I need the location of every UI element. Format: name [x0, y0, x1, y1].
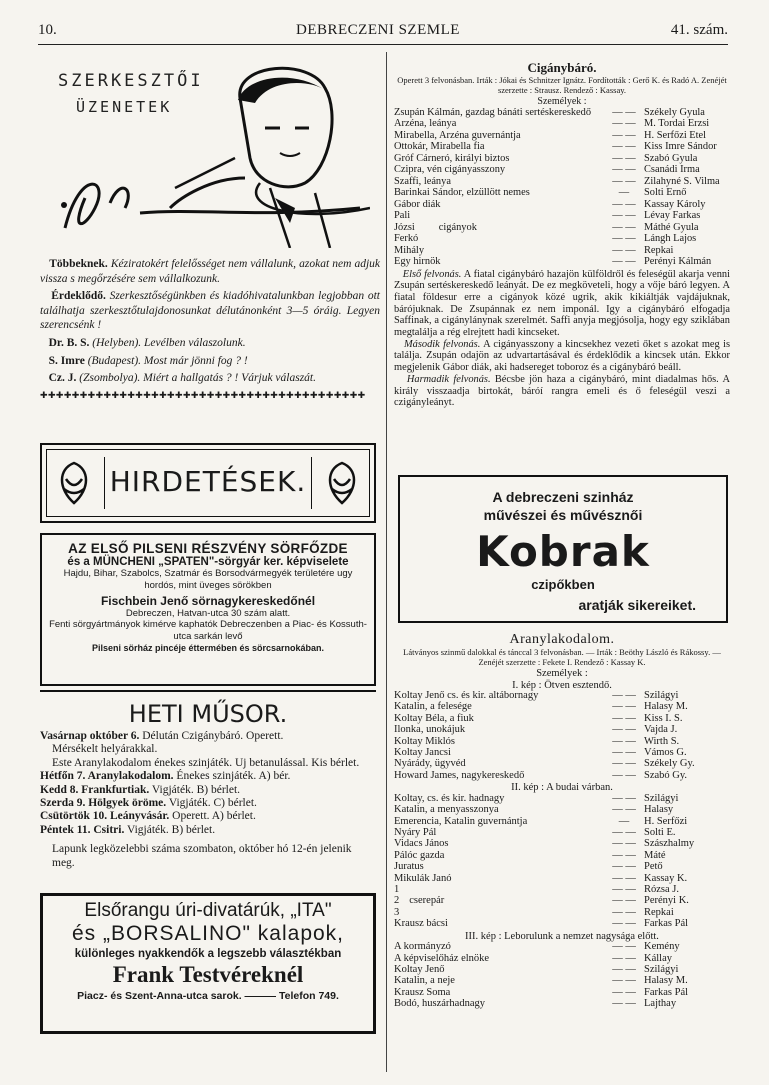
editor-notes-title-1: SZERKESZTŐI [58, 71, 204, 91]
kobrak-ad [398, 475, 728, 623]
cast-row: Krausz bácsi — — Farkas Pál [394, 918, 689, 930]
cast-row: Barinkai Sándor, elzüllött nemes — Solti Ernő [394, 187, 687, 198]
note-text: Kéziratokért felelősséget nem vállalunk, azokat nem adjuk vissza s megőrzésére sem vállalkozunk. [40, 258, 381, 285]
editor-notes-list [40, 257, 380, 401]
cast-row: Bodó, huszárhadnagy — — Lajthay [394, 998, 677, 1010]
cast-row: Vidacs János — — Szászhalmy [394, 838, 695, 850]
note-item [40, 354, 380, 369]
cast-row: Arzéna, leánya — — M. Tordai Erzsi [394, 118, 710, 129]
cast-row: Pálóc gazda — — Máté [394, 849, 666, 861]
cserepar-label: cserepár [409, 895, 445, 907]
cast-row: Ottokár, Mirabella fia — — Kiss Imre Sándor [394, 141, 717, 152]
program-line: Este Aranylakodalom énekes szinjáték. Uj betanulással. Kis bérlet. [52, 756, 360, 769]
cast-row: Katalin, a felesége — — Halasy M. [394, 701, 688, 713]
pilsner-ad-line4: Fischbein Jenő sörnagykereskedőnél [100, 594, 316, 608]
cast-row: Krausz Soma — — Farkas Pál [394, 986, 689, 998]
page-header [38, 22, 728, 42]
cast-row: Mirabella, Arzéna guvernántja — — H. Serfőzi Etel [394, 129, 707, 141]
cast-row: Józsi cigányok — — Máthé Gyula [394, 221, 699, 233]
weekly-program-title: HETI MŰSOR. [128, 700, 288, 728]
ita-ad-line3: különleges nyakkendők a legszebb választékban [74, 948, 342, 960]
note-text: (Zsombolya). Miért a hallgatás ? ! Várjuk válaszát. [79, 372, 316, 385]
cross-divider: ✚✚✚✚✚✚✚✚✚✚✚✚✚✚✚✚✚✚✚✚✚✚✚✚✚✚✚✚✚✚✚✚✚✚✚✚✚✚✚✚✚ [40, 389, 366, 400]
pilsner-ad-line3: Hajdu, Bihar, Szabolcs, Szatmár és Borsodvármegyék területére ugy hordós, mint üveges sörökben [63, 568, 353, 591]
ciganybaro-section [394, 60, 730, 409]
ornament-left-icon [54, 459, 94, 507]
note-item [40, 257, 380, 286]
ciganybaro-cast-table [394, 107, 730, 268]
scene3-title: III. kép : Leborulunk a nemzet nagysága előtt. [465, 930, 659, 942]
pilsner-ad-line1: AZ ELSŐ PILSENI RÉSZVÉNY SÖRFŐZDE [68, 541, 348, 556]
note-text: Szerkesztőségünkben és kiadóhivatalunkban legjobban ott találhatja szerkesztőtulajdonosunkat délutánonként 3—5 óráig. Legyen szerencsénk ! [40, 290, 381, 332]
ads-banner [40, 443, 376, 523]
pilsner-ad-line7: Pilseni sörház pincéje éttermében és sörcsarnokában. [91, 643, 325, 653]
cast-row: Czipra, vén cigányasszony — — Csanádi Irma [394, 164, 700, 175]
note-text: (Helyben). Levélben válaszolunk. [92, 336, 246, 349]
program-line: Hétfőn 7. Aranylakodalom. Énekes szinjáték. A) bér. [40, 770, 291, 783]
cast-row: Katalin, a neje — — Halasy M. [394, 975, 688, 987]
caricature-drawing [40, 58, 370, 248]
note-recipient: Érdeklődő. [51, 290, 106, 303]
cast-row: Koltay, cs. és kir. hadnagy — — Szilágyi [394, 792, 679, 804]
synopsis-act: Első felvonás. A fiatal cigánybáró hazajön külföldről és feleségül akarja venni Zsupán sertéskereskedő leányát. De ez megköveteli, hogy a vője báró legyen. A fiatal földesur erre a cigányok közé ugrik, akik kikiáltják vajdájuknak, bárójuknak. De Zsupánnak ez nem imponál. Igy a cigánybáró elfogadja Saffinak, a cigánylánynak szerelmét. Saffi anyja megjósolja, hogy egy sziklában megtalálja a rég elrejtett hadi kincseket. [394, 268, 731, 339]
kobrak-ad-line1: A debreczeni szinház [492, 489, 634, 505]
cast-row: Gróf Cárneró, királyi biztos — — Szabó Gyula [394, 152, 698, 164]
cast-row: Koltay Jancsi — — Vámos G. [394, 747, 687, 759]
note-text: (Budapest). Most már jönni fog ? ! [87, 354, 248, 367]
kobrak-ad-name: Kobrak [476, 527, 650, 576]
editor-notes-illustration [40, 58, 370, 248]
note-recipient: Többeknek. [49, 258, 108, 270]
scene3-cast-table [394, 941, 730, 1009]
cast-row: Koltay Jenő — — Szilágyi [394, 963, 679, 975]
cast-row: Ferkó — — Lángh Lajos [394, 233, 697, 244]
ciganybaro-synopsis [394, 269, 730, 409]
cast-row: A kormányzó — — Kemény [394, 941, 680, 953]
aranylakodalom-persons-label: Személyek : [536, 668, 588, 679]
page-number: 10. [38, 22, 57, 38]
ciganybaro-persons-label: Személyek : [537, 96, 587, 107]
cast-row: Juratus — — Pető [394, 861, 663, 873]
pilsner-ad-line2: és a MÜNCHENI „SPATEN"-sörgyár ker. képviselete [67, 556, 349, 568]
ornament-right-icon [322, 459, 362, 507]
kobrak-ad-line4: aratják sikereiket. [578, 597, 696, 613]
cast-row: Koltay Miklós — — Wirth S. [394, 735, 680, 747]
aranylakodalom-section [394, 632, 730, 1010]
program-footer: Lapunk legközelebbi száma szombaton, október hó 12-én jelenik meg. [52, 843, 352, 869]
journal-title: DEBRECZENI SZEMLE [296, 22, 460, 38]
kobrak-ad-line2: művészei és művésznői [483, 507, 643, 523]
ita-ad [40, 893, 376, 1034]
weekly-program-list [40, 730, 376, 870]
cast-row: Gábor diák — — Kassay Károly [394, 198, 706, 210]
header-rule [38, 44, 728, 45]
cast-row: Mikulák Janó — — Kassay K. [394, 872, 688, 884]
cast-row: Nyáry Pál — — Solti E. [394, 826, 676, 838]
pilsner-ad-line5: Debreczen, Hatvan-utca 30 szám alatt. [125, 608, 291, 619]
ciganybaro-title: Cigánybáró. [527, 60, 597, 75]
cast-row: Pali — — Lévay Farkas [394, 210, 701, 221]
pilsner-ad [40, 533, 376, 686]
cast-row: Szaffi, leánya — — Zilahyné S. Vilma [394, 175, 720, 187]
aranylakodalom-subtitle: Látványos szinmű dalokkal és tánccal 3 felvonásban. — Irták : Beöthy László és Rákossy. — Zenéjét szerzette : Fekete I. Rendező : Kassay K. [403, 647, 721, 667]
ads-banner-title: HIRDETÉSEK. [109, 465, 307, 498]
weekly-program [40, 690, 376, 884]
aranylakodalom-title: Aranylakodalom. [509, 632, 615, 647]
cast-row: Nyárády, ügyvéd — — Székely Gy. [394, 758, 695, 770]
ciganybaro-subtitle: Operett 3 felvonásban. Irták : Jókai és Schnitzer Ignátz. Fordították : Gerő K. és Radó A. Zenéjét szerzette : Strausz. Rendező : Kassay. [397, 75, 727, 95]
ita-ad-line4: Frank Testvéreknél [112, 962, 304, 987]
cast-row: A képviselőház elnöke — — Kállay [394, 952, 672, 964]
note-recipient: S. Imre [48, 354, 85, 367]
pilsner-ad-line6: Fenti sörgyártmányok kimérve kaphatók Debreczenben a Piac- és Kossuth-utca sarkán levő [49, 619, 367, 642]
program-line: Péntek 11. Csitri. Vigjáték. B) bérlet. [40, 823, 216, 836]
editor-notes-title-2: ÜZENETEK [76, 98, 173, 116]
note-recipient: Cz. J. [48, 372, 77, 385]
program-line: Vasárnap október 6. Délután Czigánybáró. Operett. [40, 730, 284, 742]
cast-row: 1 — — Rózsa J. [394, 884, 679, 895]
issue-number: 41. szám. [670, 22, 728, 38]
scene2-title: II. kép : A budai várban. [511, 782, 613, 794]
cast-row: Howard James, nagykereskedő — — Szabó Gy. [394, 769, 688, 781]
cast-row: Zsupán Kálmán, gazdag bánáti sertéskereskedő — — Székely Gyula [394, 106, 705, 118]
program-line: Mérsékelt helyárakkal. [52, 743, 158, 756]
cast-row: Emerencia, Katalin guvernántja — H. Serfőzi [394, 815, 688, 827]
column-divider [386, 52, 387, 1072]
synopsis-act: Második felvonás. A cigányasszony a kincsekhez vezeti őket s azokat meg is találja. Zsupán odajön az udvartartásával és érdeklődik a kincsek után. Ekkor megjelenik Gábor diák, aki hadsereget toboroz és a cigánybáró beáll. [394, 338, 730, 374]
cast-row: Koltay Jenő cs. és kir. altábornagy — — Szilágyi [394, 690, 679, 701]
note-item [40, 336, 380, 351]
cast-row: Katalin, a menyasszonya — — Halasy [394, 804, 674, 816]
note-recipient: Dr. B. S. [48, 336, 90, 349]
cast-row: Egy hirnök — — Perényi Kálmán [394, 256, 712, 267]
note-item [40, 289, 380, 333]
ciganyok-label: cigányok [438, 221, 477, 233]
scene1-cast-table [394, 690, 730, 781]
scene2-cast-table [394, 793, 730, 930]
cast-row: 2 cserepár — — Perényi K. [394, 895, 689, 907]
note-item [40, 371, 380, 386]
program-line: Csütörtök 10. Leányvásár. Operett. A) bérlet. [40, 810, 256, 823]
ita-ad-line5: Piacz- és Szent-Anna-utca sarok. ——— Telefon 749. [77, 990, 339, 1002]
ita-ad-line1: Elsőrangu úri-divatárúk, „ITA" [84, 900, 332, 921]
cast-row: Koltay Béla, a fiuk — — Kiss I. S. [394, 712, 683, 724]
program-line: Szerda 9. Hölgyek öröme. Vigjáték. C) bérlet. [40, 797, 257, 810]
scene1-title: I. kép : Ötven esztendő. [512, 679, 612, 691]
cast-row: Mihály — — Repkai [394, 244, 674, 256]
cast-row: 3 — — Repkai [394, 906, 674, 918]
cast-row: Ilonka, unokájuk — — Vajda J. [394, 724, 678, 736]
synopsis-act: Harmadik felvonás. Bécsbe jön haza a cigánybáró, mint diadalmas hős. A király visszaadja birtokát, báróí rangra emeli és ő feleségül veszi a czigányleányt. [394, 373, 730, 409]
kobrak-ad-line3: czipőkben [531, 577, 595, 592]
program-line: Kedd 8. Frankfurtiak. Vigjáték. B) bérlet. [40, 783, 241, 796]
ita-ad-line2: és „BORSALINO" kalapok, [71, 922, 345, 945]
